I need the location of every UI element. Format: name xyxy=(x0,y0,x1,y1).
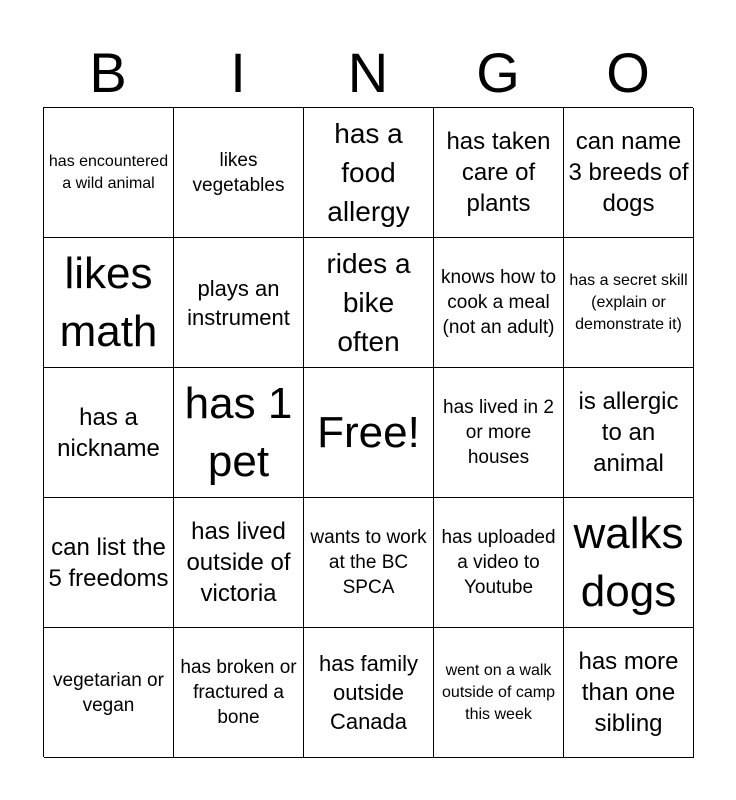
bingo-cell[interactable] xyxy=(564,628,694,758)
header-letter-n: N xyxy=(347,41,389,104)
cell-text: walks dogs xyxy=(573,508,684,616)
cell-text: is allergic to an animal xyxy=(578,388,679,477)
cell-text: has a nickname xyxy=(57,403,160,462)
bingo-cell[interactable] xyxy=(174,108,304,238)
bingo-cell[interactable] xyxy=(434,368,564,498)
cell-text: has 1 pet xyxy=(184,378,293,486)
cell-text: plays an instrument xyxy=(187,275,290,330)
header-letter-b: B xyxy=(89,41,127,104)
cell-text: has uploaded a video to Youtube xyxy=(441,527,556,598)
cell-text: vegetarian or vegan xyxy=(53,669,164,716)
cell-text: can name 3 breeds of dogs xyxy=(568,128,689,217)
cell-text: has lived outside of victoria xyxy=(186,518,291,607)
cell-text: has broken or fractured a bone xyxy=(180,657,297,728)
cell-text: has more than one sibling xyxy=(578,648,679,737)
cell-text: has encountered a wild animal xyxy=(48,152,169,192)
cell-text: can list the 5 freedoms xyxy=(48,533,169,592)
bingo-board xyxy=(43,107,693,757)
bingo-cell[interactable] xyxy=(44,628,174,758)
cell-text: has family outside Canada xyxy=(318,651,419,734)
cell-text: knows how to cook a meal (not an adult) xyxy=(440,267,557,338)
bingo-cell[interactable] xyxy=(304,628,434,758)
bingo-cell[interactable] xyxy=(564,238,694,368)
bingo-cell[interactable] xyxy=(304,238,434,368)
cell-text: Free! xyxy=(317,407,420,457)
bingo-cell[interactable] xyxy=(434,238,564,368)
bingo-cell[interactable] xyxy=(304,108,434,238)
bingo-cell[interactable] xyxy=(304,498,434,628)
cell-text: likes math xyxy=(59,248,158,356)
bingo-cell[interactable] xyxy=(564,108,694,238)
bingo-cell[interactable] xyxy=(564,498,694,628)
header-letter-i: I xyxy=(230,41,246,104)
cell-text: likes vegetables xyxy=(192,149,285,196)
bingo-cell[interactable] xyxy=(434,108,564,238)
bingo-cell[interactable] xyxy=(174,498,304,628)
cell-text: has a food allergy xyxy=(327,118,410,227)
free-space[interactable] xyxy=(304,368,434,498)
bingo-cell[interactable] xyxy=(44,238,174,368)
bingo-cell[interactable] xyxy=(44,108,174,238)
cell-text: wants to work at the BC SPCA xyxy=(310,527,427,598)
header-letter-g: G xyxy=(476,41,520,104)
header-letter-o: O xyxy=(606,41,650,104)
bingo-cell[interactable] xyxy=(434,498,564,628)
bingo-cell[interactable] xyxy=(434,628,564,758)
bingo-cell[interactable] xyxy=(564,368,694,498)
cell-text: has a secret skill (explain or demonstrate it) xyxy=(569,271,688,333)
cell-text: went on a walk outside of camp this week xyxy=(442,661,555,723)
bingo-header xyxy=(43,40,693,106)
bingo-cell[interactable] xyxy=(174,238,304,368)
bingo-cell[interactable] xyxy=(44,498,174,628)
bingo-cell[interactable] xyxy=(44,368,174,498)
cell-text: rides a bike often xyxy=(326,248,411,357)
cell-text: has lived in 2 or more houses xyxy=(443,397,554,468)
bingo-cell[interactable] xyxy=(174,368,304,498)
bingo-cell[interactable] xyxy=(174,628,304,758)
cell-text: has taken care of plants xyxy=(446,128,551,217)
